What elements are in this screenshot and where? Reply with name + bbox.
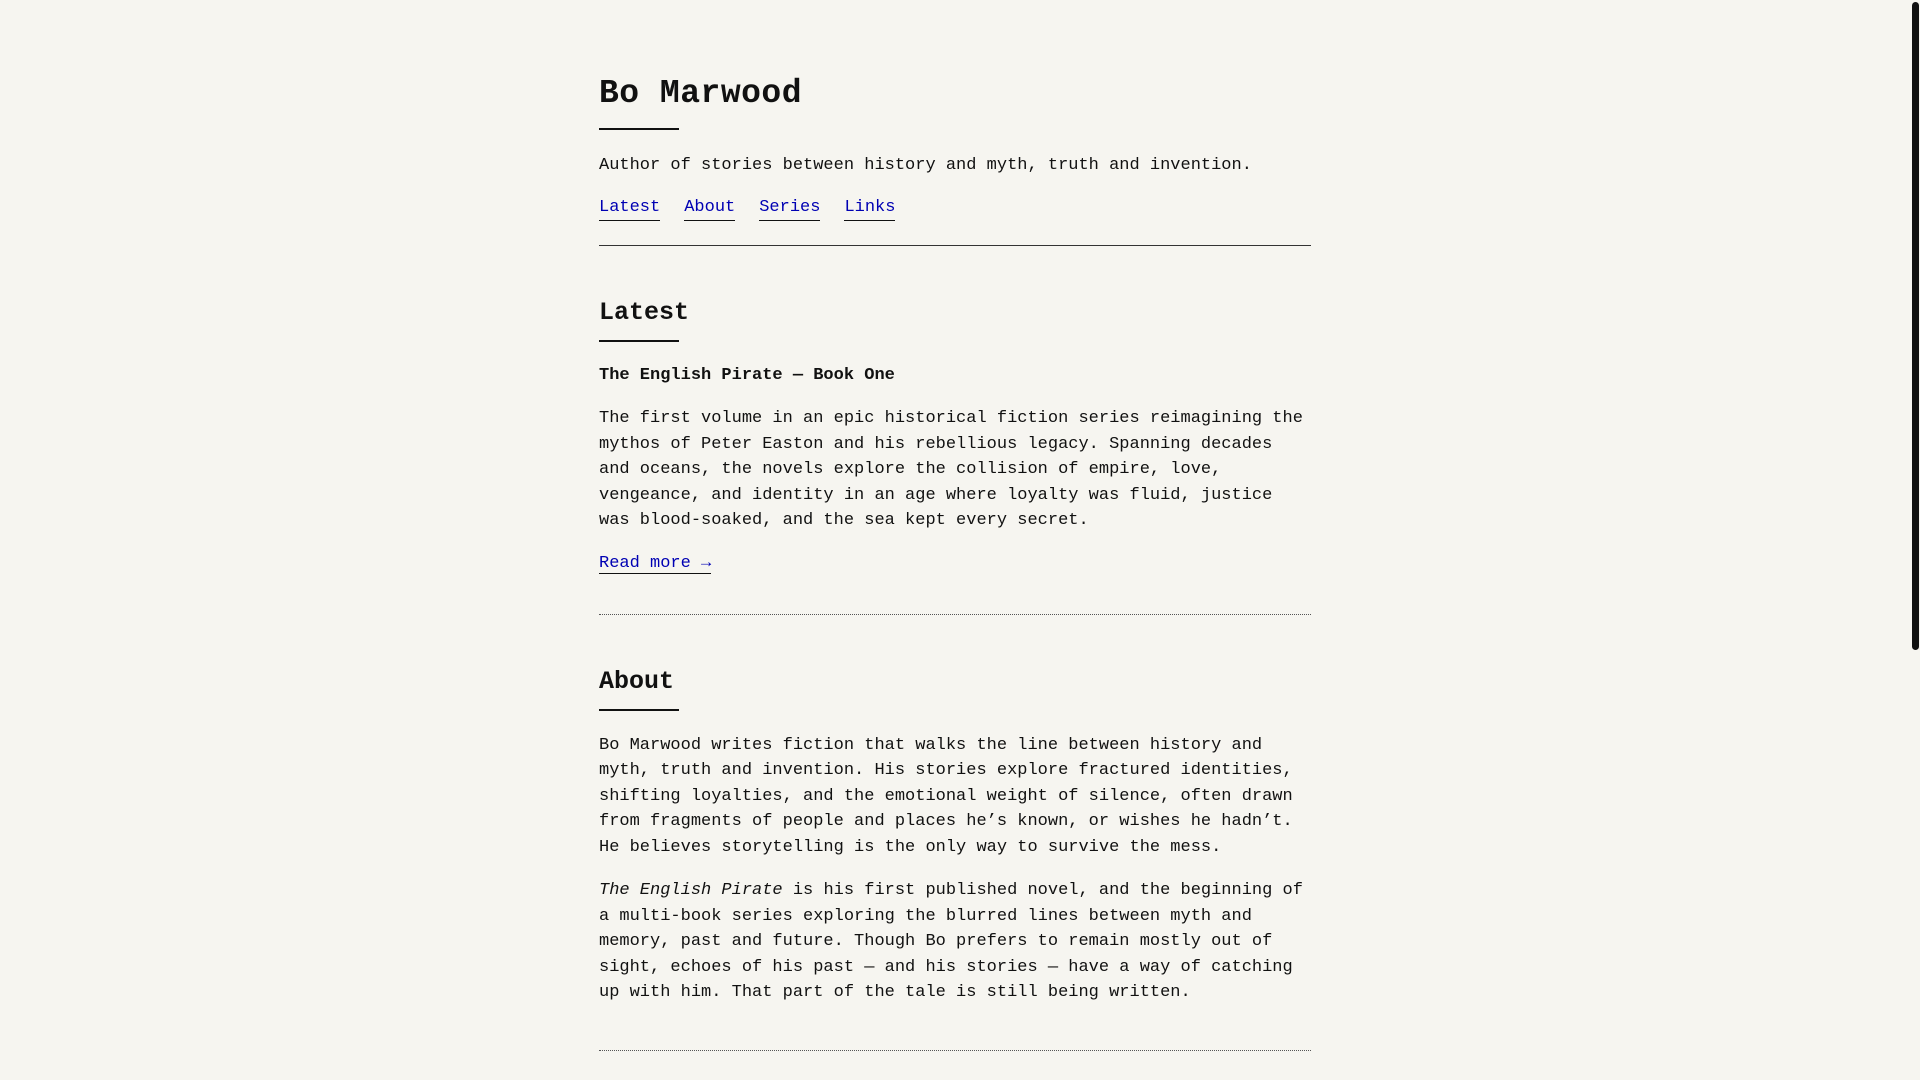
scrollbar-thumb[interactable] <box>1912 2 1919 650</box>
about-book-title: The English Pirate <box>599 881 783 900</box>
about-section <box>599 667 1311 1051</box>
header-divider <box>599 245 1311 246</box>
main-nav <box>599 196 1311 221</box>
about-heading-underline <box>599 709 679 711</box>
nav-link-latest[interactable]: Latest <box>599 196 660 221</box>
site-header <box>599 76 1311 246</box>
title-underline <box>599 128 679 130</box>
about-paragraph-2-text: is his first published novel, and the beginning of a multi-book series exploring the blurred lines between myth and memory, past and future. Though Bo prefers to remain mostly out of sight, echoes of his past — and his stories — have a way of catching up with him. That part of the tale is still being written. <box>599 881 1303 1002</box>
scrollbar-track[interactable] <box>1910 0 1920 1080</box>
nav-link-about[interactable]: About <box>684 196 735 221</box>
about-divider <box>599 1050 1311 1051</box>
site-tagline: Author of stories between history and myth, truth and invention. <box>599 156 1252 175</box>
about-heading: About <box>599 666 675 696</box>
latest-heading: Latest <box>599 298 690 327</box>
latest-book-description: The first volume in an epic historical fiction series reimagining the mythos of Peter Easton and his rebellious legacy. Spanning decades and oceans, the novels explore the collision of empire, love, vengeance, and identity in an age where loyalty was fluid, justice was blood-soaked, and the sea kept every secret. <box>599 409 1303 530</box>
read-more-link[interactable]: Read more → <box>599 553 712 573</box>
latest-book-title: The English Pirate — Book One <box>599 366 895 385</box>
site-title: Bo Marwood <box>599 75 803 112</box>
latest-heading-underline <box>599 340 679 342</box>
content-column <box>599 0 1311 1051</box>
read-more <box>599 552 1311 576</box>
nav-link-links[interactable]: Links <box>844 196 895 221</box>
nav-link-series[interactable]: Series <box>759 196 820 221</box>
latest-divider <box>599 614 1311 615</box>
about-paragraph-1: Bo Marwood writes fiction that walks the line between history and myth, truth and invention. His stories explore fractured identities, shifting loyalties, and the emotional weight of silence, often drawn from fragments of people and places he’s known, or wishes he hadn’t. He believes storytelling is the only way to survive the mess. <box>599 735 1293 857</box>
latest-section <box>599 298 1311 615</box>
about-paragraph-2 <box>599 878 1311 1006</box>
